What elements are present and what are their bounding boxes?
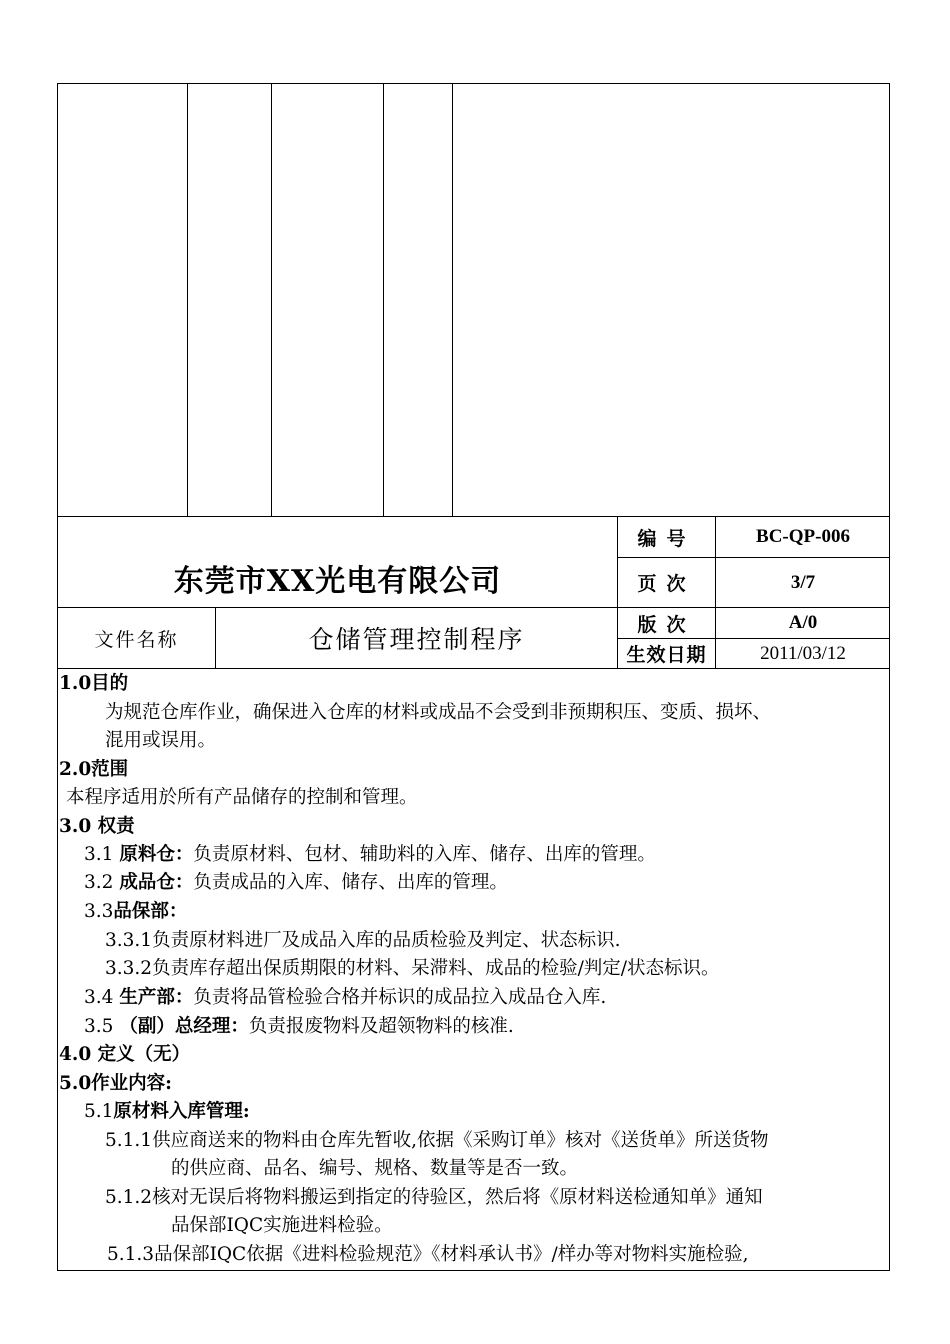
section-4-title: 4.0 定义（无）	[59, 1044, 191, 1065]
item-3-4	[84, 984, 606, 1012]
item-5-1	[84, 1098, 250, 1126]
item-label: 原材料入库管理:	[113, 1101, 250, 1122]
item-number: 3.3	[84, 901, 114, 922]
top-grid-line	[187, 83, 188, 516]
item-3-2	[84, 869, 508, 897]
doc-name-label: 文件名称	[94, 628, 179, 651]
field-value-effective-date: 2011/03/12	[760, 642, 846, 664]
item-5-1-3: 5.1.3品保部IQC依据《进料检验规范》《材料承认书》/样办等对物料实施检验,	[107, 1244, 749, 1265]
section-1-text: 为规范仓库作业，确保进入仓库的材料或成品不会受到非预期积压、变质、损坏、	[105, 702, 772, 723]
item-5-1-2-cont: 品保部IQC实施进料检验。	[171, 1215, 393, 1236]
item-number: 3.4	[84, 987, 120, 1008]
item-label: 生产部：	[119, 987, 194, 1008]
doc-name: 仓储管理控制程序	[308, 625, 525, 654]
field-label-number: 编号	[637, 527, 696, 550]
item-number: 5.1	[84, 1101, 114, 1122]
item-label: 品保部：	[113, 901, 188, 922]
item-3-3-1: 3.3.1负责原材料进厂及成品入库的品质检验及判定、状态标识.	[105, 930, 621, 951]
section-3-title: 3.0 权责	[59, 816, 135, 837]
company-name: 东莞市XX光电有限公司	[173, 564, 502, 599]
item-text: 负责将品管检验合格并标识的成品拉入成品仓入库.	[193, 987, 607, 1008]
item-3-3	[84, 898, 187, 926]
item-number: 3.2	[84, 872, 120, 893]
section-2-text: 本程序适用於所有产品储存的控制和管理。	[66, 787, 418, 808]
field-label-page: 页次	[637, 573, 696, 595]
field-label-version: 版次	[637, 613, 696, 636]
section-2-title: 2.0范围	[59, 759, 129, 780]
item-3-5	[84, 1013, 514, 1041]
top-grid-line	[271, 83, 272, 516]
item-number: 3.1	[84, 844, 120, 865]
section-1-title: 1.0目的	[59, 673, 129, 694]
item-text: 负责原材料、包材、辅助料的入库、储存、出库的管理。	[193, 844, 656, 865]
top-grid-line	[452, 83, 453, 516]
field-value-page: 3/7	[790, 571, 816, 593]
item-label: 成品仓：	[119, 872, 194, 893]
item-label: （副）总经理：	[119, 1016, 249, 1037]
field-value-version: A/0	[788, 612, 818, 633]
field-value-number: BC-QP-006	[756, 526, 850, 547]
item-3-1	[84, 841, 656, 869]
item-text: 负责报废物料及超领物料的核准.	[248, 1016, 514, 1037]
document-frame	[57, 83, 890, 1271]
header-bottom-border	[57, 668, 890, 669]
item-5-1-1-cont: 的供应商、品名、编号、规格、数量等是否一致。	[171, 1158, 579, 1179]
item-label: 原料仓：	[119, 844, 194, 865]
section-1-text: 混用或误用。	[105, 730, 217, 751]
item-5-1-1: 5.1.1供应商送来的物料由仓库先暂收,依据《采购订单》核对《送货单》所送货物	[105, 1130, 769, 1151]
item-number: 3.5	[84, 1016, 120, 1037]
item-3-3-2: 3.3.2负责库存超出保质期限的材料、呆滞料、成品的检验/判定/状态标识。	[105, 958, 720, 979]
top-grid-line	[383, 83, 384, 516]
item-5-1-2: 5.1.2核对无误后将物料搬运到指定的待验区，然后将《原材料送检通知单》通知	[105, 1187, 763, 1208]
section-5-title: 5.0作业内容:	[59, 1073, 173, 1094]
field-label-effective-date: 生效日期	[626, 644, 707, 666]
item-text: 负责成品的入库、储存、出库的管理。	[193, 872, 508, 893]
